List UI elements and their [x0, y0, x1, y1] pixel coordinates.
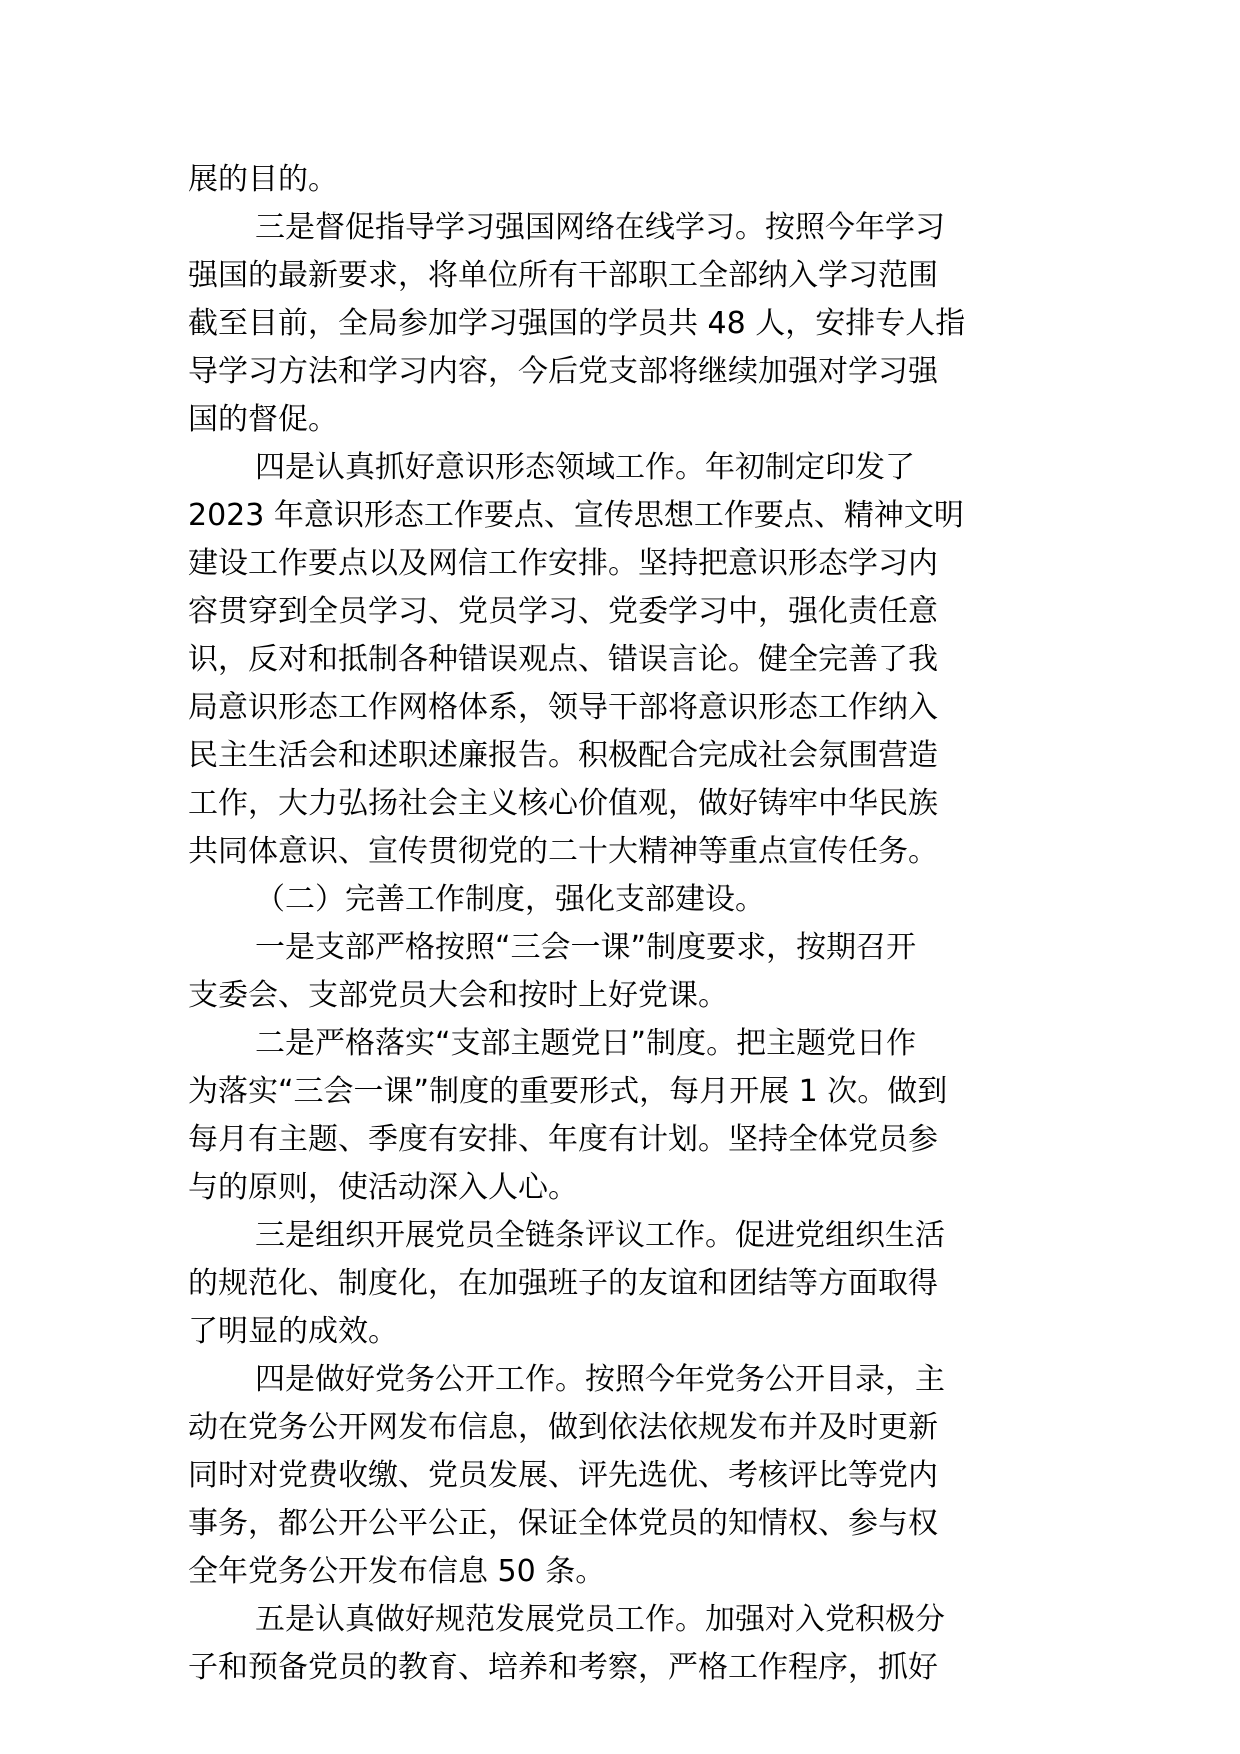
text-line: 强国的最新要求，将单位所有干部职工全部纳入学习范围: [188, 258, 938, 293]
text-line: 民主生活会和述职述廉报告。积极配合完成社会氛围营造: [188, 738, 938, 773]
text-line: 工作，大力弘扬社会主义核心价值观，做好铸牢中华民族: [188, 786, 938, 821]
text-line: 与的原则，使活动深入人心。: [188, 1170, 578, 1205]
paragraph-start-line: 三是督促指导学习强国网络在线学习。按照今年学习: [255, 210, 945, 245]
text-line: 了明显的成效。: [188, 1314, 398, 1349]
paragraph-start-line: 三是组织开展党员全链条评议工作。促进党组织生活: [255, 1218, 945, 1253]
text-line: 截至目前，全局参加学习强国的学员共 48 人，安排专人指: [188, 306, 966, 341]
text-line: 建设工作要点以及网信工作安排。坚持把意识形态学习内: [188, 546, 938, 581]
text-line: 全年党务公开发布信息 50 条。: [188, 1554, 606, 1589]
paragraph-start-line: 四是做好党务公开工作。按照今年党务公开目录，主: [255, 1362, 945, 1397]
text-line: 动在党务公开网发布信息，做到依法依规发布并及时更新: [188, 1410, 938, 1445]
text-line: 事务，都公开公平公正，保证全体党员的知情权、参与权: [188, 1506, 938, 1541]
text-line: 同时对党费收缴、党员发展、评先选优、考核评比等党内: [188, 1458, 938, 1493]
text-line: 国的督促。: [188, 402, 338, 437]
text-line: 2023 年意识形态工作要点、宣传思想工作要点、精神文明: [188, 498, 964, 533]
text-line: 展的目的。: [188, 162, 338, 197]
paragraph-start-line: 四是认真抓好意识形态领域工作。年初制定印发了: [255, 450, 915, 485]
paragraph-start-line: 一是支部严格按照“三会一课”制度要求，按期召开: [255, 930, 917, 965]
text-line: 支委会、支部党员大会和按时上好党课。: [188, 978, 728, 1013]
paragraph-start-line: 二是严格落实“支部主题党日”制度。把主题党日作: [255, 1026, 917, 1061]
text-line: 局意识形态工作网格体系，领导干部将意识形态工作纳入: [188, 690, 938, 725]
document-body: [188, 156, 1058, 1692]
paragraph-start-line: 五是认真做好规范发展党员工作。加强对入党积极分: [255, 1602, 945, 1637]
text-line: 子和预备党员的教育、培养和考察，严格工作程序，抓好: [188, 1650, 938, 1685]
text-line: 共同体意识、宣传贯彻党的二十大精神等重点宣传任务。: [188, 834, 938, 869]
text-line: 的规范化、制度化，在加强班子的友谊和团结等方面取得: [188, 1266, 938, 1301]
text-line: 容贯穿到全员学习、党员学习、党委学习中，强化责任意: [188, 594, 938, 629]
text-line: 导学习方法和学习内容，今后党支部将继续加强对学习强: [188, 354, 938, 389]
text-line: 为落实“三会一课”制度的重要形式，每月开展 1 次。做到: [188, 1074, 948, 1109]
text-line: 识，反对和抵制各种错误观点、错误言论。健全完善了我: [188, 642, 938, 677]
text-line: 每月有主题、季度有安排、年度有计划。坚持全体党员参: [188, 1122, 938, 1157]
section-heading: （二）完善工作制度，强化支部建设。: [255, 882, 765, 917]
